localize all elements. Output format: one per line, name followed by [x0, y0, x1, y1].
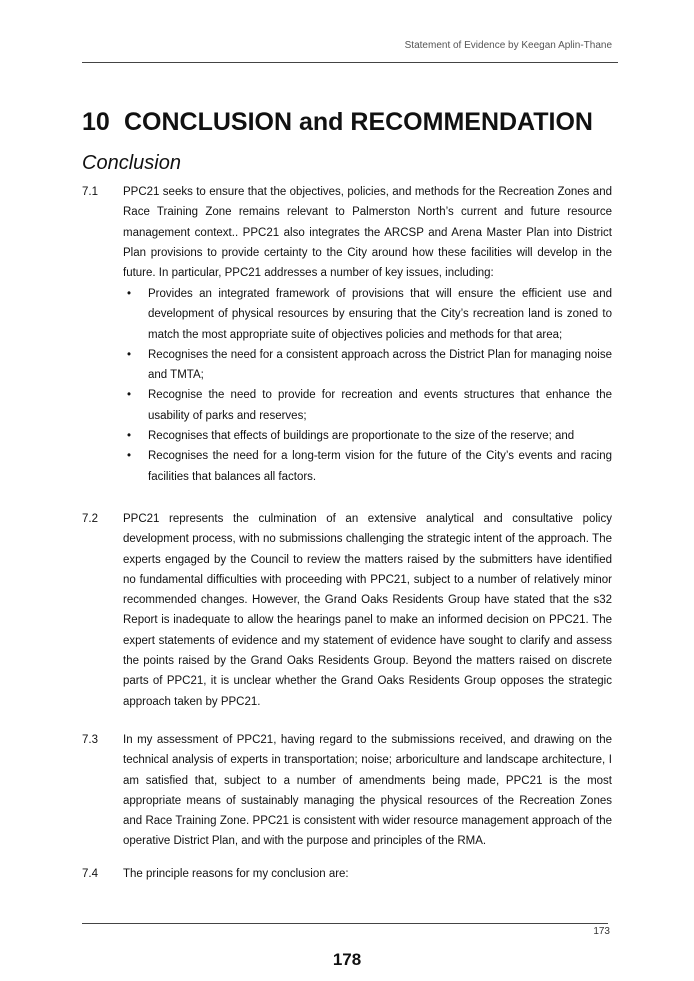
list-item: [123, 284, 612, 345]
paragraph-7-1: [82, 182, 612, 283]
list-item-text: Recognises the need for a consistent approach across the District Plan for managing noise and TMTA;: [148, 348, 612, 382]
paragraph-text: In my assessment of PPC21, having regard to the submissions received, and drawing on the technical analysis of experts in transportation; noise; arboriculture and landscape architecture, I am satisfied that, subject to a number of amendments being made, PPC21 is the most appropriate means of sustainably managing the physical resources of the Recreation Zones and Race Training Zone. PPC21 is consistent with wider resource management approach of the operative District Plan, and with the purpose and principles of the RMA.: [123, 734, 612, 848]
paragraph-7-4: [82, 864, 612, 884]
paragraph-text: The principle reasons for my conclusion are:: [123, 868, 349, 880]
paragraph-number: 7.3: [82, 734, 98, 746]
header-divider: [82, 62, 618, 63]
bullet-icon: •: [127, 389, 132, 402]
section-heading: Conclusion: [82, 152, 181, 174]
footer-divider: [82, 923, 608, 924]
bundle-page-stamp: 178: [332, 950, 362, 969]
key-issues-list: [123, 284, 612, 487]
list-item: [123, 446, 612, 487]
chapter-number: 10: [82, 108, 110, 136]
list-item: [123, 385, 612, 426]
page-number: 173: [593, 926, 610, 937]
list-item-text: Recognises that effects of buildings are proportionate to the size of the reserve; and: [148, 430, 575, 443]
paragraph-7-2: [82, 509, 612, 712]
list-item: [123, 345, 612, 386]
paragraph-7-3: [82, 730, 612, 852]
bullet-icon: •: [127, 450, 132, 463]
list-item: [123, 426, 612, 446]
list-item-text: Recognise the need to provide for recreation and events structures that enhance the usability of parks and reserves;: [148, 389, 612, 422]
running-header: Statement of Evidence by Keegan Aplin-Thane: [404, 40, 612, 51]
paragraph-text: PPC21 seeks to ensure that the objectives, policies, and methods for the Recreation Zones and Race Training Zone remains relevant to Palmerston North’s current and future resource management context.. PPC21 also integrates the ARCSP and Arena Master Plan into District Plan provisions to provide certainty to the City around how these facilities will develop in the future. In particular, PPC21 addresses a number of key issues, including:: [123, 186, 612, 280]
list-item-text: Recognises the need for a long-term vision for the future of the City’s events and racing facilities that balances all factors.: [148, 450, 612, 483]
paragraph-number: 7.4: [82, 868, 98, 880]
bullet-icon: •: [127, 288, 132, 300]
paragraph-text: PPC21 represents the culmination of an extensive analytical and consultative policy development process, with no submissions challenging the strategic intent of the approach. The experts engaged by the Council to review the matters raised by the submitters have identified no fundamental difficulties with proceeding with PPC21, subject to a number of relatively minor recommended changes. However, the Grand Oaks Residents Group have stated that the s32 Report is inadequate to allow the hearings panel to make an informed decision on PPC21. The expert statements of evidence and my statement of evidence have sought to clarify and assess the points raised by the Grand Oaks Residents Group. Beyond the matters raised on discrete parts of PPC21, it is unclear whether the Grand Oaks Residents Group opposes the strategic approach taken by PPC21.: [123, 513, 612, 708]
paragraph-number: 7.1: [82, 186, 98, 198]
chapter-heading: [82, 108, 593, 137]
bullet-icon: •: [127, 430, 132, 443]
list-item-text: Provides an integrated framework of provisions that will ensure the efficient use and development of physical resources by ensuring that the City’s recreation land is zoned to match the most appropriate suite of objectives policies and methods for that area;: [148, 288, 612, 341]
paragraph-number: 7.2: [82, 513, 98, 525]
chapter-title: CONCLUSION and RECOMMENDATION: [124, 108, 593, 136]
bullet-icon: •: [127, 348, 132, 361]
